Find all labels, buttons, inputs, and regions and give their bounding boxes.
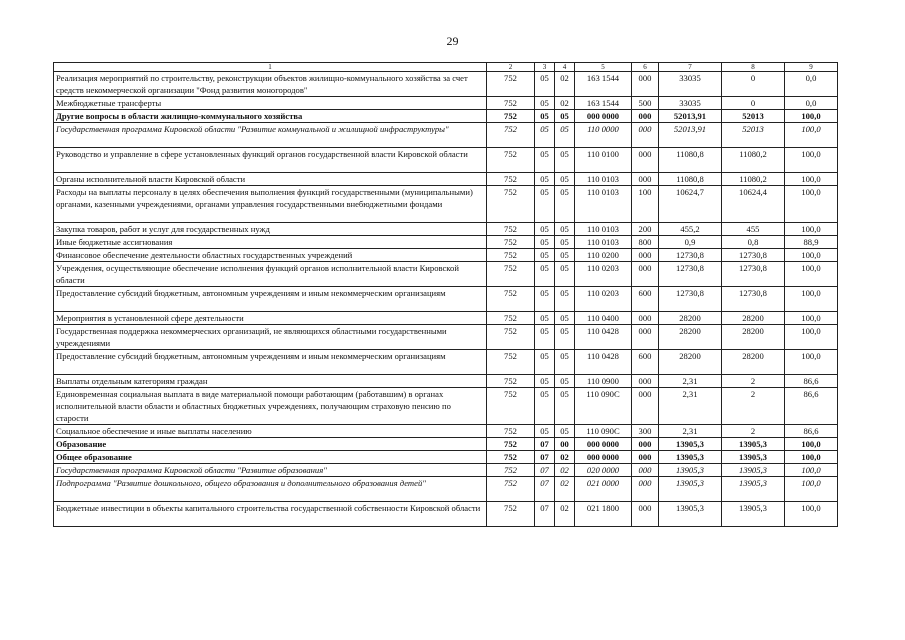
percent-executed-cell: 100,0 [785,110,838,123]
expense-type-cell: 600 [632,287,659,312]
subsection-cell: 05 [555,110,575,123]
table-row [54,249,838,262]
subsection-cell: 05 [555,173,575,186]
executed-amount-cell: 11080,2 [722,148,785,173]
percent-executed-cell: 100,0 [785,249,838,262]
item-name-cell: Общее образование [54,451,487,464]
column-number-header: 8 [722,63,785,72]
target-article-cell: 000 0000 [575,451,632,464]
target-article-cell: 110 0203 [575,287,632,312]
planned-amount-cell: 2,31 [659,375,722,388]
percent-executed-cell: 100,0 [785,223,838,236]
table-row [54,388,838,425]
percent-executed-cell: 100,0 [785,186,838,223]
target-article-cell: 110 0428 [575,350,632,375]
percent-executed-cell: 86,6 [785,375,838,388]
expense-type-cell: 000 [632,438,659,451]
subsection-cell: 02 [555,72,575,97]
table-row [54,438,838,451]
target-article-cell: 021 0000 [575,477,632,502]
gov-code-cell: 752 [487,477,535,502]
page-number: 29 [446,34,459,48]
gov-code-cell: 752 [487,438,535,451]
item-name-cell: Иные бюджетные ассигнования [54,236,487,249]
column-number-header: 9 [785,63,838,72]
percent-executed-cell: 100,0 [785,148,838,173]
planned-amount-cell: 12730,8 [659,287,722,312]
section-cell: 05 [535,287,555,312]
target-article-cell: 110 0103 [575,186,632,223]
item-name-cell: Руководство и управление в сфере установленных функций органов государственной власти Кировской области [54,148,487,173]
executed-amount-cell: 52013 [722,110,785,123]
gov-code-cell: 752 [487,312,535,325]
expense-type-cell: 000 [632,375,659,388]
expense-type-cell: 000 [632,123,659,148]
executed-amount-cell: 12730,8 [722,249,785,262]
planned-amount-cell: 2,31 [659,388,722,425]
item-name-cell: Межбюджетные трансферты [54,97,487,110]
section-cell: 05 [535,223,555,236]
executed-amount-cell: 2 [722,425,785,438]
table-row [54,97,838,110]
percent-executed-cell: 100,0 [785,451,838,464]
target-article-cell: 163 1544 [575,97,632,110]
subsection-cell: 05 [555,249,575,262]
expense-type-cell: 500 [632,97,659,110]
subsection-cell: 00 [555,438,575,451]
percent-executed-cell: 100,0 [785,287,838,312]
section-cell: 05 [535,388,555,425]
subsection-cell: 05 [555,223,575,236]
executed-amount-cell: 10624,4 [722,186,785,223]
executed-amount-cell: 28200 [722,325,785,350]
executed-amount-cell: 0 [722,72,785,97]
section-cell: 07 [535,438,555,451]
target-article-cell: 000 0000 [575,438,632,451]
expense-type-cell: 000 [632,325,659,350]
section-cell: 05 [535,375,555,388]
table-row [54,350,838,375]
column-number-header: 5 [575,63,632,72]
gov-code-cell: 752 [487,502,535,527]
executed-amount-cell: 0 [722,97,785,110]
table-row [54,186,838,223]
gov-code-cell: 752 [487,148,535,173]
subsection-cell: 05 [555,388,575,425]
target-article-cell: 110 0200 [575,249,632,262]
gov-code-cell: 752 [487,223,535,236]
expense-type-cell: 000 [632,262,659,287]
executed-amount-cell: 455 [722,223,785,236]
executed-amount-cell: 13905,3 [722,464,785,477]
expense-type-cell: 100 [632,186,659,223]
table-row [54,375,838,388]
target-article-cell: 110 0000 [575,123,632,148]
table-row [54,464,838,477]
planned-amount-cell: 13905,3 [659,438,722,451]
target-article-cell: 020 0000 [575,464,632,477]
gov-code-cell: 752 [487,173,535,186]
table-row [54,72,838,97]
item-name-cell: Выплаты отдельным категориям граждан [54,375,487,388]
percent-executed-cell: 100,0 [785,325,838,350]
percent-executed-cell: 0,0 [785,97,838,110]
gov-code-cell: 752 [487,262,535,287]
gov-code-cell: 752 [487,186,535,223]
subsection-cell: 02 [555,451,575,464]
item-name-cell: Бюджетные инвестиции в объекты капитального строительства государственной собственности Кировской области [54,502,487,527]
expense-type-cell: 000 [632,388,659,425]
expense-type-cell: 000 [632,312,659,325]
table-row [54,110,838,123]
target-article-cell: 110 0103 [575,173,632,186]
section-cell: 07 [535,502,555,527]
table-row [54,223,838,236]
table-row [54,148,838,173]
gov-code-cell: 752 [487,375,535,388]
subsection-cell: 05 [555,325,575,350]
target-article-cell: 110 090С [575,388,632,425]
percent-executed-cell: 86,6 [785,388,838,425]
expense-type-cell: 000 [632,451,659,464]
column-number-header: 7 [659,63,722,72]
executed-amount-cell: 12730,8 [722,262,785,287]
subsection-cell: 05 [555,287,575,312]
item-name-cell: Мероприятия в установленной сфере деятельности [54,312,487,325]
target-article-cell: 110 0103 [575,223,632,236]
target-article-cell: 110 090С [575,425,632,438]
gov-code-cell: 752 [487,236,535,249]
planned-amount-cell: 0,9 [659,236,722,249]
percent-executed-cell: 100,0 [785,464,838,477]
executed-amount-cell: 28200 [722,312,785,325]
section-cell: 07 [535,464,555,477]
planned-amount-cell: 13905,3 [659,477,722,502]
item-name-cell: Закупка товаров, работ и услуг для государственных нужд [54,223,487,236]
executed-amount-cell: 2 [722,375,785,388]
planned-amount-cell: 10624,7 [659,186,722,223]
section-cell: 07 [535,477,555,502]
gov-code-cell: 752 [487,350,535,375]
table-row [54,502,838,527]
target-article-cell: 110 0900 [575,375,632,388]
section-cell: 05 [535,97,555,110]
percent-executed-cell: 100,0 [785,173,838,186]
item-name-cell: Органы исполнительной власти Кировской области [54,173,487,186]
subsection-cell: 05 [555,123,575,148]
executed-amount-cell: 52013 [722,123,785,148]
target-article-cell: 110 0203 [575,262,632,287]
planned-amount-cell: 52013,91 [659,110,722,123]
expense-type-cell: 000 [632,464,659,477]
percent-executed-cell: 100,0 [785,477,838,502]
section-cell: 05 [535,173,555,186]
gov-code-cell: 752 [487,287,535,312]
executed-amount-cell: 13905,3 [722,451,785,464]
executed-amount-cell: 13905,3 [722,477,785,502]
percent-executed-cell: 100,0 [785,262,838,287]
table-row [54,325,838,350]
planned-amount-cell: 28200 [659,312,722,325]
executed-amount-cell: 13905,3 [722,502,785,527]
section-cell: 05 [535,123,555,148]
expense-type-cell: 000 [632,502,659,527]
planned-amount-cell: 52013,91 [659,123,722,148]
expense-type-cell: 000 [632,72,659,97]
item-name-cell: Государственная программа Кировской области "Развитие коммунальной и жилищной инфраструктуры" [54,123,487,148]
item-name-cell: Финансовое обеспечение деятельности областных государственных учреждений [54,249,487,262]
column-number-header: 3 [535,63,555,72]
planned-amount-cell: 11080,8 [659,173,722,186]
subsection-cell: 05 [555,236,575,249]
subsection-cell: 02 [555,477,575,502]
subsection-cell: 05 [555,312,575,325]
item-name-cell: Предоставление субсидий бюджетным, автономным учреждениям и иным некоммерческим организациям [54,350,487,375]
subsection-cell: 02 [555,97,575,110]
table-row [54,123,838,148]
percent-executed-cell: 100,0 [785,312,838,325]
column-number-header: 6 [632,63,659,72]
gov-code-cell: 752 [487,464,535,477]
table-row [54,477,838,502]
column-number-header: 2 [487,63,535,72]
section-cell: 05 [535,350,555,375]
item-name-cell: Образование [54,438,487,451]
planned-amount-cell: 12730,8 [659,249,722,262]
item-name-cell: Социальное обеспечение и иные выплаты населению [54,425,487,438]
planned-amount-cell: 13905,3 [659,502,722,527]
table-row [54,236,838,249]
section-cell: 05 [535,148,555,173]
planned-amount-cell: 11080,8 [659,148,722,173]
expense-type-cell: 000 [632,148,659,173]
gov-code-cell: 752 [487,451,535,464]
expense-type-cell: 600 [632,350,659,375]
item-name-cell: Предоставление субсидий бюджетным, автономным учреждениям и иным некоммерческим организациям [54,287,487,312]
subsection-cell: 05 [555,375,575,388]
section-cell: 05 [535,312,555,325]
budget-table [53,62,838,527]
gov-code-cell: 752 [487,72,535,97]
expense-type-cell: 000 [632,110,659,123]
target-article-cell: 110 0428 [575,325,632,350]
item-name-cell: Реализация мероприятий по строительству, реконструкции объектов жилищно-коммунального хозяйства за счет средств некоммерческой организации "Фонд развития моногородов" [54,72,487,97]
gov-code-cell: 752 [487,123,535,148]
planned-amount-cell: 12730,8 [659,262,722,287]
item-name-cell: Государственная программа Кировской области "Развитие образования" [54,464,487,477]
item-name-cell: Расходы на выплаты персоналу в целях обеспечения выполнения функций государственными (муниципальными) органами, казенными учреждениями, органами управления государственными внебюджетными фондами [54,186,487,223]
expense-type-cell: 800 [632,236,659,249]
executed-amount-cell: 12730,8 [722,287,785,312]
expense-type-cell: 000 [632,477,659,502]
expense-type-cell: 200 [632,223,659,236]
gov-code-cell: 752 [487,388,535,425]
table-row [54,451,838,464]
planned-amount-cell: 28200 [659,350,722,375]
percent-executed-cell: 100,0 [785,123,838,148]
planned-amount-cell: 13905,3 [659,464,722,477]
planned-amount-cell: 28200 [659,325,722,350]
planned-amount-cell: 33035 [659,97,722,110]
gov-code-cell: 752 [487,325,535,350]
percent-executed-cell: 86,6 [785,425,838,438]
executed-amount-cell: 0,8 [722,236,785,249]
percent-executed-cell: 0,0 [785,72,838,97]
header-row [54,63,838,72]
target-article-cell: 110 0100 [575,148,632,173]
section-cell: 05 [535,110,555,123]
table-row [54,312,838,325]
subsection-cell: 02 [555,502,575,527]
percent-executed-cell: 100,0 [785,502,838,527]
planned-amount-cell: 33035 [659,72,722,97]
section-cell: 05 [535,325,555,350]
target-article-cell: 021 1800 [575,502,632,527]
executed-amount-cell: 13905,3 [722,438,785,451]
table-row [54,173,838,186]
target-article-cell: 110 0400 [575,312,632,325]
subsection-cell: 05 [555,262,575,287]
planned-amount-cell: 2,31 [659,425,722,438]
gov-code-cell: 752 [487,97,535,110]
subsection-cell: 05 [555,186,575,223]
column-number-header: 4 [555,63,575,72]
target-article-cell: 110 0103 [575,236,632,249]
item-name-cell: Государственная поддержка некоммерческих организаций, не являющихся областными государственными учреждениями [54,325,487,350]
item-name-cell: Единовременная социальная выплата в виде материальной помощи работающим (работавшим) в органах исполнительной власти области и областных бюджетных учреждениях, получающим страховую пенсию по старости [54,388,487,425]
section-cell: 05 [535,186,555,223]
subsection-cell: 05 [555,425,575,438]
column-number-header: 1 [54,63,487,72]
target-article-cell: 000 0000 [575,110,632,123]
subsection-cell: 05 [555,350,575,375]
executed-amount-cell: 11080,2 [722,173,785,186]
percent-executed-cell: 88,9 [785,236,838,249]
planned-amount-cell: 455,2 [659,223,722,236]
expense-type-cell: 000 [632,249,659,262]
section-cell: 05 [535,249,555,262]
item-name-cell: Подпрограмма "Развитие дошкольного, общего образования и дополнительного образования детей" [54,477,487,502]
section-cell: 05 [535,72,555,97]
subsection-cell: 02 [555,464,575,477]
gov-code-cell: 752 [487,110,535,123]
gov-code-cell: 752 [487,249,535,262]
executed-amount-cell: 2 [722,388,785,425]
section-cell: 05 [535,236,555,249]
expense-type-cell: 300 [632,425,659,438]
percent-executed-cell: 100,0 [785,350,838,375]
gov-code-cell: 752 [487,425,535,438]
table-body [54,63,838,527]
percent-executed-cell: 100,0 [785,438,838,451]
section-cell: 05 [535,262,555,287]
planned-amount-cell: 13905,3 [659,451,722,464]
section-cell: 07 [535,451,555,464]
expense-type-cell: 000 [632,173,659,186]
subsection-cell: 05 [555,148,575,173]
table-row [54,425,838,438]
section-cell: 05 [535,425,555,438]
item-name-cell: Учреждения, осуществляющие обеспечение исполнения функций органов исполнительной власти Кировской области [54,262,487,287]
executed-amount-cell: 28200 [722,350,785,375]
table-row [54,262,838,287]
table-row [54,287,838,312]
item-name-cell: Другие вопросы в области жилищно-коммунального хозяйства [54,110,487,123]
target-article-cell: 163 1544 [575,72,632,97]
